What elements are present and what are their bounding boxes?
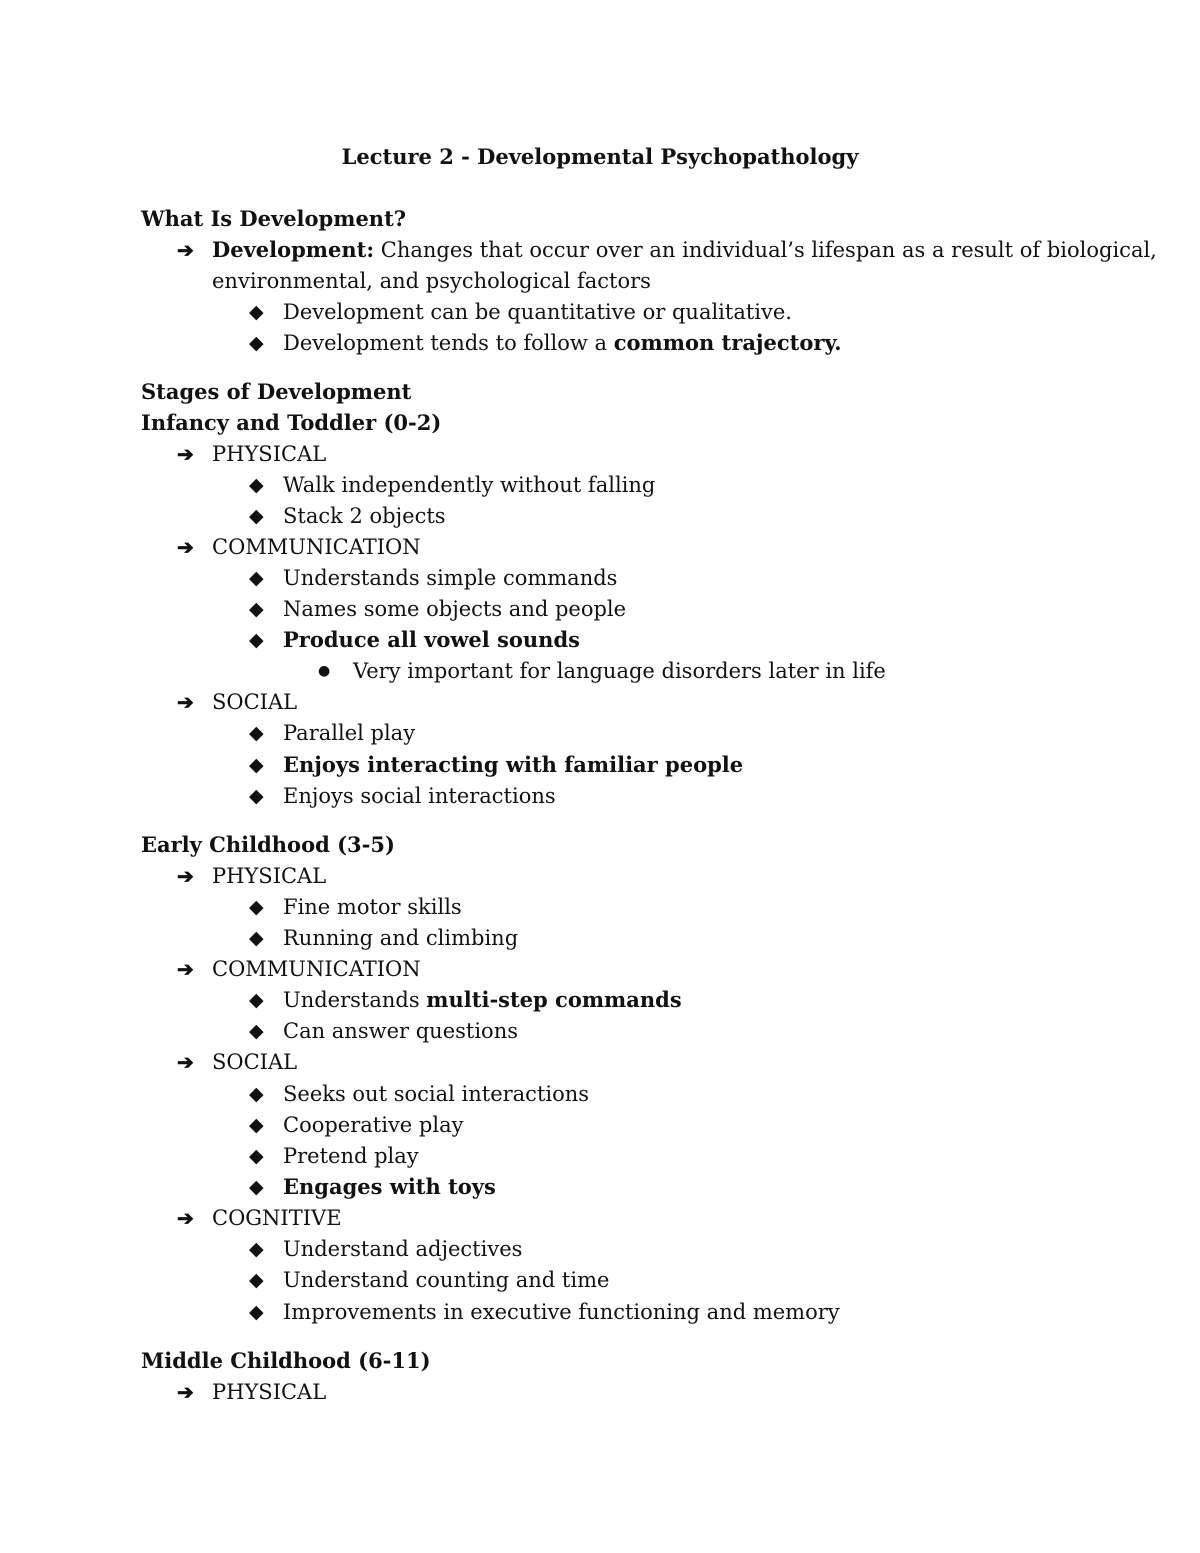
arrow-bullet-icon: ➔: [177, 535, 194, 559]
diamond-bullet-icon: ◆: [249, 927, 264, 949]
definition-term: Development:: [212, 237, 375, 262]
list-item: Running and climbing: [283, 926, 519, 950]
diamond-bullet-icon: ◆: [249, 1301, 264, 1323]
list-item-emphasis: common trajectory.: [613, 330, 842, 355]
list-item: Fine motor skills: [283, 895, 462, 919]
list-item-emphasis: multi-step commands: [426, 987, 682, 1012]
diamond-bullet-icon: ◆: [249, 1145, 264, 1167]
diamond-bullet-icon: ◆: [249, 1020, 264, 1042]
diamond-bullet-icon: ◆: [249, 301, 264, 323]
diamond-bullet-icon: ◆: [249, 505, 264, 527]
arrow-bullet-icon: ➔: [177, 442, 194, 466]
category-label: COMMUNICATION: [212, 535, 421, 559]
diamond-bullet-icon: ◆: [249, 785, 264, 807]
diamond-bullet-icon: ◆: [249, 896, 264, 918]
diamond-bullet-icon: ◆: [249, 1238, 264, 1260]
page-title: Lecture 2 - Developmental Psychopathology: [341, 144, 859, 169]
diamond-bullet-icon: ◆: [249, 598, 264, 620]
list-item: Walk independently without falling: [283, 473, 656, 497]
definition-line: [212, 236, 1157, 264]
diamond-bullet-icon: ◆: [249, 989, 264, 1011]
category-label: SOCIAL: [212, 1050, 298, 1074]
list-item: Can answer questions: [283, 1019, 518, 1043]
category-label: COGNITIVE: [212, 1206, 342, 1230]
arrow-bullet-icon: ➔: [177, 690, 194, 714]
list-item: Stack 2 objects: [283, 504, 446, 528]
category-label: PHYSICAL: [212, 1380, 327, 1404]
section-heading-early-childhood: Early Childhood (3-5): [141, 832, 395, 857]
diamond-bullet-icon: ◆: [249, 1176, 264, 1198]
category-label: PHYSICAL: [212, 442, 327, 466]
list-item: Enjoys social interactions: [283, 784, 556, 808]
section-heading-what-is-development: What Is Development?: [141, 206, 407, 231]
diamond-bullet-icon: ◆: [249, 332, 264, 354]
category-label: COMMUNICATION: [212, 957, 421, 981]
list-item: Improvements in executive functioning and memory: [283, 1300, 840, 1324]
list-item: Understands simple commands: [283, 566, 618, 590]
list-item-text: Development tends to follow a: [283, 331, 614, 355]
section-heading-stages: Stages of Development: [141, 379, 412, 404]
list-item: Understand counting and time: [283, 1268, 610, 1292]
list-item: Understand adjectives: [283, 1237, 523, 1261]
list-item: Engages with toys: [283, 1174, 496, 1199]
arrow-bullet-icon: ➔: [177, 1050, 194, 1074]
arrow-bullet-icon: ➔: [177, 957, 194, 981]
list-item: Produce all vowel sounds: [283, 627, 580, 652]
arrow-bullet-icon: ➔: [177, 864, 194, 888]
list-item: Seeks out social interactions: [283, 1082, 590, 1106]
section-heading-middle-childhood: Middle Childhood (6-11): [141, 1348, 431, 1373]
list-item: [283, 329, 842, 357]
diamond-bullet-icon: ◆: [249, 1114, 264, 1136]
diamond-bullet-icon: ◆: [249, 1269, 264, 1291]
category-label: PHYSICAL: [212, 864, 327, 888]
list-item: Development can be quantitative or qualitative.: [283, 300, 792, 324]
category-label: SOCIAL: [212, 690, 298, 714]
list-item: Enjoys interacting with familiar people: [283, 752, 744, 777]
definition-continuation: environmental, and psychological factors: [212, 269, 651, 293]
list-item: [283, 986, 682, 1014]
diamond-bullet-icon: ◆: [249, 567, 264, 589]
diamond-bullet-icon: ◆: [249, 754, 264, 776]
arrow-bullet-icon: ➔: [177, 1380, 194, 1404]
diamond-bullet-icon: ◆: [249, 1083, 264, 1105]
arrow-bullet-icon: ➔: [177, 238, 194, 262]
list-item: Names some objects and people: [283, 597, 627, 621]
dot-bullet-icon: ●: [318, 663, 331, 679]
diamond-bullet-icon: ◆: [249, 722, 264, 744]
list-item-text: Understands: [283, 988, 427, 1012]
sub-list-item: Very important for language disorders later in life: [353, 659, 886, 683]
list-item: Pretend play: [283, 1144, 419, 1168]
diamond-bullet-icon: ◆: [249, 629, 264, 651]
list-item: Cooperative play: [283, 1113, 464, 1137]
list-item: Parallel play: [283, 721, 416, 745]
section-heading-infancy: Infancy and Toddler (0-2): [141, 410, 442, 435]
definition-text: Changes that occur over an individual’s lifespan as a result of biological,: [374, 238, 1157, 262]
arrow-bullet-icon: ➔: [177, 1206, 194, 1230]
diamond-bullet-icon: ◆: [249, 474, 264, 496]
